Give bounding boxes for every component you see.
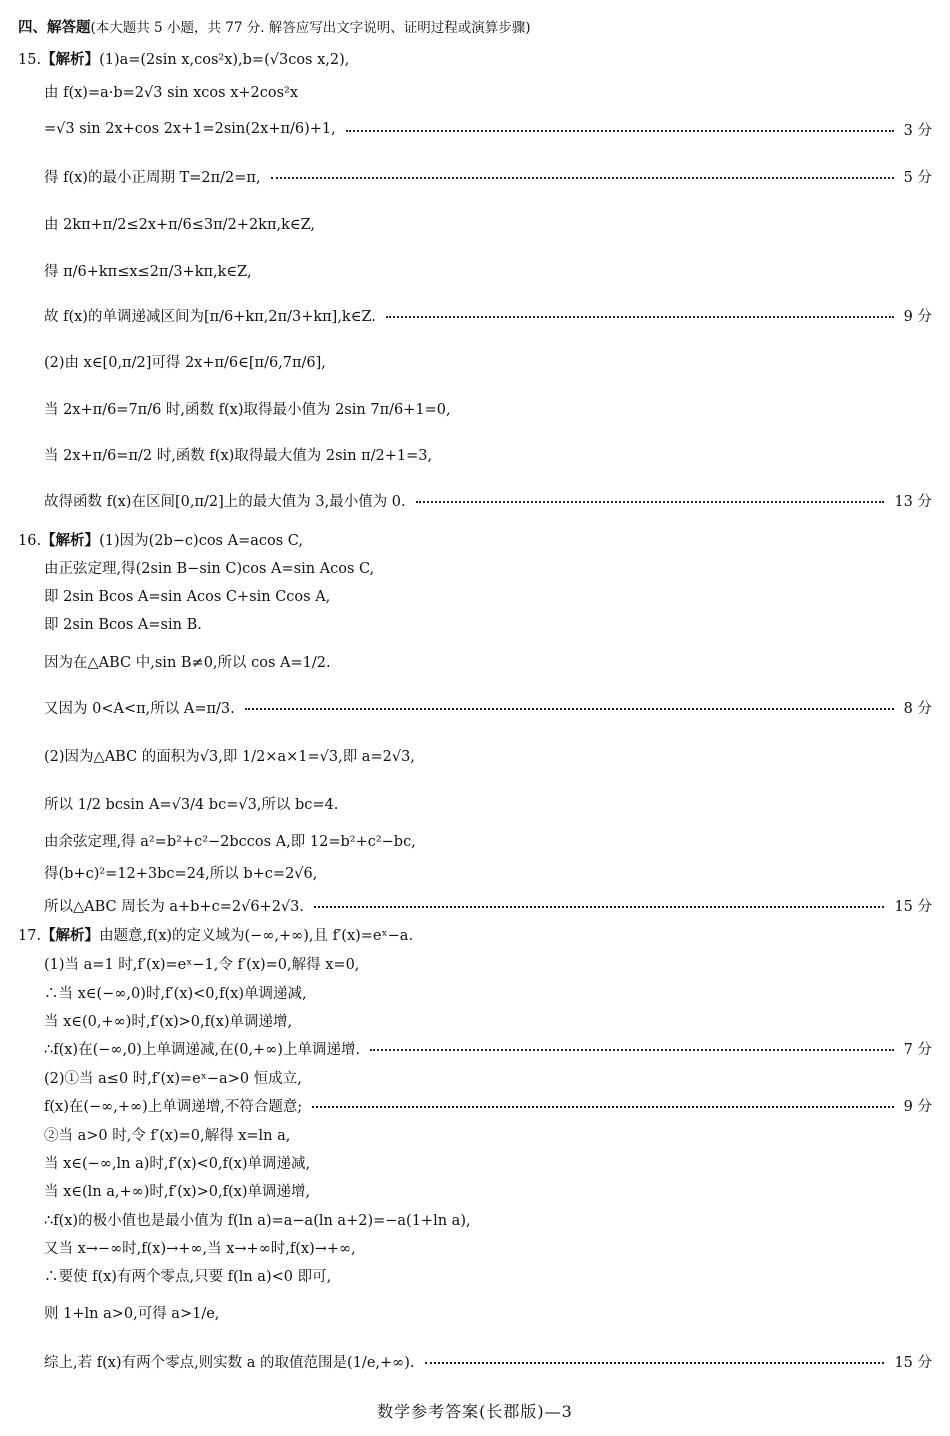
solution-line <box>18 48 932 68</box>
line-text <box>44 260 252 281</box>
line-body: (1)因为(2b−c)cos A=acos C, <box>99 532 303 549</box>
score-label: 13 分 <box>894 493 932 510</box>
line-body: =√3 sin 2x+cos 2x+1=2sin(2x+π/6)+1, <box>44 121 336 137</box>
solution-line <box>44 1010 932 1030</box>
line-text <box>44 213 315 234</box>
line-body: 故得函数 f(x)在区间[0,π/2]上的最大值为 3,最小值为 0. <box>44 493 406 510</box>
solution-line <box>44 1351 932 1371</box>
dot-leader <box>312 1106 893 1108</box>
line-body: (1)当 a=1 时,f′(x)=eˣ−1,令 f′(x)=0,解得 x=0, <box>44 956 360 973</box>
dot-leader <box>370 1049 894 1051</box>
line-body: 由余弦定理,得 a²=b²+c²−2bccos A,即 12=b²+c²−bc, <box>44 833 416 850</box>
line-body: 由 f(x)=a·b=2√3 sin xcos x+2cos²x <box>44 84 299 101</box>
solution-line <box>44 862 932 882</box>
line-text <box>44 1265 331 1286</box>
line-text <box>44 1351 415 1372</box>
problem-number: 17. <box>18 927 42 944</box>
line-body: ∴要使 f(x)有两个零点,只要 f(ln a)<0 即可, <box>44 1268 332 1285</box>
line-body: ∴f(x)在(−∞,0)上单调递减,在(0,+∞)上单调递增. <box>44 1041 361 1058</box>
solution-line <box>44 830 932 850</box>
line-text <box>44 953 359 974</box>
line-body: 又当 x→−∞时,f(x)→+∞,当 x→+∞时,f(x)→+∞, <box>44 1240 356 1257</box>
line-text <box>44 557 374 578</box>
line-text <box>18 529 303 550</box>
line-body: (2)①当 a≤0 时,f′(x)=eˣ−a>0 恒成立, <box>44 1070 302 1087</box>
analysis-tag: 【解析】 <box>41 926 100 944</box>
line-text <box>44 351 326 372</box>
solution-line <box>44 895 932 915</box>
score-label: 9 分 <box>903 308 932 325</box>
solution-line <box>44 490 932 510</box>
problem-number: 16. <box>18 532 42 549</box>
dot-leader <box>346 130 894 132</box>
solution-line <box>44 1180 932 1200</box>
solution-line <box>44 351 932 371</box>
dot-leader <box>386 316 894 318</box>
line-body: (1)a=(2sin x,cos²x),b=(√3cos x,2), <box>99 51 350 68</box>
line-body: 所以 1/2 bcsin A=√3/4 bc=√3,所以 bc=4. <box>44 796 339 813</box>
solution-line <box>44 793 932 813</box>
score-label: 5 分 <box>903 169 932 186</box>
line-text <box>44 121 336 137</box>
line-text <box>44 862 317 883</box>
solution-line <box>44 260 932 280</box>
solution-line <box>44 1237 932 1257</box>
line-body: 即 2sin Bcos A=sin B. <box>44 616 202 633</box>
line-text <box>44 697 235 718</box>
solution-line <box>44 1302 932 1322</box>
line-text <box>44 1124 290 1145</box>
line-text <box>18 48 349 69</box>
line-text <box>44 793 338 814</box>
line-text <box>44 1237 356 1258</box>
solution-line <box>44 585 932 605</box>
dot-leader <box>425 1362 885 1364</box>
line-text <box>44 982 307 1003</box>
solution-line <box>44 697 932 717</box>
solution-line <box>44 1124 932 1144</box>
solution-line <box>44 166 932 186</box>
solution-line <box>44 982 932 1002</box>
line-body: 又因为 0<A<π,所以 A=π/3. <box>44 700 235 717</box>
line-text <box>44 1067 302 1088</box>
solution-line <box>44 1095 932 1115</box>
line-text <box>44 166 261 187</box>
line-text <box>44 305 376 326</box>
score-label: 8 分 <box>903 700 932 717</box>
line-text <box>44 1180 310 1201</box>
section-note: (本大题共 5 小题，共 77 分. 解答应写出文字说明、证明过程或演算步骤) <box>90 20 531 36</box>
analysis-tag: 【解析】 <box>41 531 100 549</box>
solution-line <box>44 213 932 233</box>
dot-leader <box>271 177 894 179</box>
line-body: 由题意,f(x)的定义域为(−∞,+∞),且 f′(x)=eˣ−a. <box>99 927 414 944</box>
score-label: 9 分 <box>903 1098 932 1115</box>
solution-line <box>44 398 932 418</box>
line-body: 综上,若 f(x)有两个零点,则实数 a 的取值范围是(1/e,+∞). <box>44 1354 415 1371</box>
line-body: 当 x∈(ln a,+∞)时,f′(x)>0,f(x)单调递增, <box>44 1183 311 1200</box>
line-text <box>44 1302 219 1323</box>
dot-leader <box>416 501 885 503</box>
line-body: ∴当 x∈(−∞,0)时,f′(x)<0,f(x)单调递减, <box>44 985 307 1002</box>
section-heading <box>18 16 531 37</box>
line-body: 因为在△ABC 中,sin B≠0,所以 cos A=1/2. <box>44 654 331 671</box>
line-body: 当 2x+π/6=π/2 时,函数 f(x)取得最大值为 2sin π/2+1=3, <box>44 447 433 464</box>
solution-line <box>44 651 932 671</box>
line-body: (2)因为△ABC 的面积为√3,即 1/2×a×1=√3,即 a=2√3, <box>44 748 415 765</box>
solution-line <box>44 119 932 139</box>
solution-line <box>44 1265 932 1285</box>
line-body: 当 x∈(0,+∞)时,f′(x)>0,f(x)单调递增, <box>44 1013 293 1030</box>
line-body: 故 f(x)的单调递减区间为[π/6+kπ,2π/3+kπ],k∈Z. <box>44 308 376 325</box>
solution-line <box>44 1067 932 1087</box>
line-text <box>44 895 304 916</box>
page-footer: 数学参考答案(长郡版)—3 <box>377 1402 573 1421</box>
line-text <box>44 613 202 634</box>
solution-line <box>44 81 932 101</box>
solution-line <box>44 1209 932 1229</box>
line-body: 由 2kπ+π/2≤2x+π/6≤3π/2+2kπ,k∈Z, <box>44 216 316 233</box>
line-body: ②当 a>0 时,令 f′(x)=0,解得 x=ln a, <box>44 1127 291 1144</box>
line-text <box>44 398 451 419</box>
line-body: 得(b+c)²=12+3bc=24,所以 b+c=2√6, <box>44 865 318 882</box>
line-text <box>44 444 432 465</box>
line-body: 则 1+ln a>0,可得 a>1/e, <box>44 1305 220 1322</box>
solution-line <box>44 1038 932 1058</box>
solution-line <box>44 305 932 325</box>
line-body: f(x)在(−∞,+∞)上单调递增,不符合题意; <box>44 1098 303 1115</box>
analysis-tag: 【解析】 <box>41 50 100 68</box>
solution-line <box>44 1152 932 1172</box>
dot-leader <box>245 708 894 710</box>
line-body: 当 x∈(−∞,ln a)时,f′(x)<0,f(x)单调递减, <box>44 1155 311 1172</box>
line-text <box>18 924 413 945</box>
line-text <box>44 1095 302 1116</box>
line-text <box>44 745 415 766</box>
line-text <box>44 81 298 102</box>
line-body: 得 f(x)的最小正周期 T=2π/2=π, <box>44 169 261 186</box>
score-label: 15 分 <box>894 898 932 915</box>
line-body: 当 2x+π/6=7π/6 时,函数 f(x)取得最小值为 2sin 7π/6+1=0, <box>44 401 451 418</box>
solution-line <box>44 953 932 973</box>
line-text <box>44 1209 471 1230</box>
solution-line <box>18 924 932 944</box>
solution-line <box>44 745 932 765</box>
line-body: 由正弦定理,得(2sin B−sin C)cos A=sin Acos C, <box>44 560 375 577</box>
line-text <box>44 585 330 606</box>
line-text <box>44 1010 292 1031</box>
line-text <box>44 651 331 672</box>
section-title: 四、解答题 <box>18 19 91 36</box>
solution-line <box>18 529 932 549</box>
line-text <box>44 830 416 851</box>
solution-line <box>44 444 932 464</box>
line-body: (2)由 x∈[0,π/2]可得 2x+π/6∈[π/6,7π/6], <box>44 354 326 371</box>
line-body: ∴f(x)的极小值也是最小值为 f(ln a)=a−a(ln a+2)=−a(1+ln a), <box>44 1212 471 1229</box>
score-label: 15 分 <box>894 1354 932 1371</box>
line-text <box>44 1038 360 1059</box>
problem-number: 15. <box>18 51 42 68</box>
line-body: 即 2sin Bcos A=sin Acos C+sin Ccos A, <box>44 588 331 605</box>
solution-line <box>44 613 932 633</box>
line-body: 所以△ABC 周长为 a+b+c=2√6+2√3. <box>44 898 304 915</box>
score-label: 3 分 <box>903 122 932 139</box>
line-body: 得 π/6+kπ≤x≤2π/3+kπ,k∈Z, <box>44 263 252 280</box>
dot-leader <box>314 906 884 908</box>
line-text <box>44 490 406 511</box>
solution-line <box>44 557 932 577</box>
line-text <box>44 1152 310 1173</box>
score-label: 7 分 <box>903 1041 932 1058</box>
